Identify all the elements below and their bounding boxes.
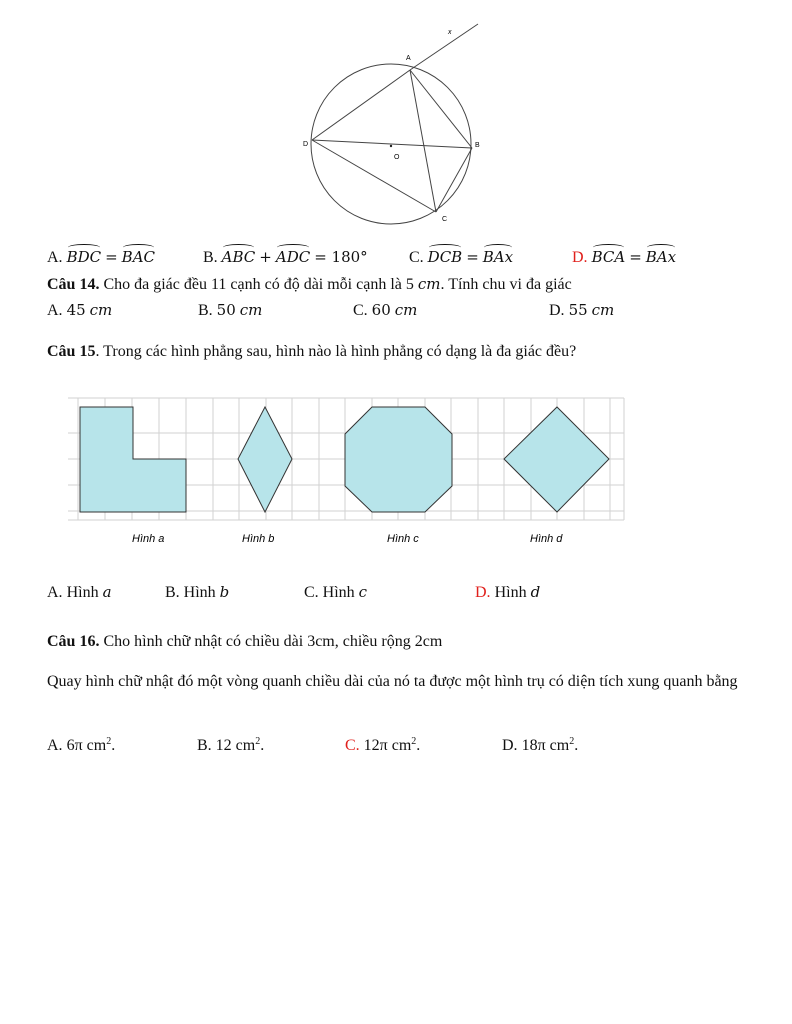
- question-text: Cho hình chữ nhật có chiều dài 3cm, chiều rộng 2cm: [103, 633, 443, 650]
- q14-question: [47, 274, 572, 295]
- label-A: A: [406, 55, 411, 62]
- angle-DCB: DCB: [427, 248, 463, 266]
- option-value: 18π cm: [521, 737, 570, 754]
- question-text: . Trong các hình phẳng sau, hình nào là hình phẳng có dạng là đa giác đều?: [95, 343, 577, 360]
- question-text: Cho đa giác đều 11 cạnh có độ dài mỗi cạnh là 5: [103, 276, 414, 293]
- angle-BAx: BAx: [482, 248, 514, 266]
- segment-DC: [312, 140, 436, 212]
- circle-figure: [300, 18, 500, 228]
- question-text-end: . Tính chu vi đa giác: [440, 276, 572, 293]
- unit: cm: [89, 301, 113, 319]
- q16-question: [47, 632, 442, 652]
- option-prefix: B.: [197, 737, 212, 754]
- option-prefix: D.: [549, 302, 565, 319]
- q13-option-d[interactable]: [572, 247, 676, 268]
- equals-180: = 180°: [314, 248, 368, 266]
- option-var: b: [219, 583, 230, 601]
- question-number: Câu 15: [47, 343, 96, 360]
- q15-option-d[interactable]: [475, 582, 540, 603]
- q13-option-a[interactable]: [47, 247, 155, 268]
- label-x: x: [448, 29, 452, 36]
- q16-option-d[interactable]: [502, 732, 578, 756]
- option-value: 60: [371, 301, 391, 319]
- option-value: 12π cm: [363, 737, 412, 754]
- q14-option-a[interactable]: [47, 300, 112, 321]
- option-prefix: C.: [304, 584, 319, 601]
- period: .: [574, 737, 579, 754]
- unit: cm: [417, 275, 441, 293]
- option-value: 12 cm: [215, 737, 256, 754]
- plus: +: [259, 248, 272, 266]
- option-prefix: A.: [47, 302, 63, 319]
- q15-option-c[interactable]: [304, 582, 367, 603]
- option-value: 6π cm: [66, 737, 107, 754]
- angle-BAx: BAx: [645, 248, 677, 266]
- equals: =: [466, 248, 479, 266]
- period: .: [416, 737, 421, 754]
- shape-d-square: [504, 407, 609, 512]
- label-C: C: [442, 216, 448, 223]
- tangent-ray: [410, 24, 478, 70]
- option-var: c: [358, 583, 368, 601]
- label-O: O: [394, 154, 400, 161]
- option-value: 45: [66, 301, 86, 319]
- q16-paragraph: Quay hình chữ nhật đó một vòng quanh chiều dài của nó ta được một hình trụ có diện tích xung quanh bằng: [47, 673, 738, 690]
- label-B: B: [475, 142, 480, 149]
- shapes-figure: [68, 396, 628, 552]
- option-prefix: B.: [203, 249, 218, 266]
- label-hinh-d: Hình d: [530, 533, 563, 545]
- q15-option-a[interactable]: [47, 582, 112, 603]
- exponent: 2: [411, 736, 417, 747]
- shape-b-rhombus: [238, 407, 292, 512]
- label-hinh-a: Hình a: [132, 533, 165, 545]
- shape-a-l-shape: [80, 407, 186, 512]
- angle-ABC: ABC: [221, 248, 256, 266]
- segment-AC: [410, 70, 436, 212]
- q14-option-c[interactable]: [353, 300, 417, 321]
- label-D: D: [303, 141, 309, 148]
- segment-AD: [312, 70, 410, 140]
- angle-BAC: BAC: [121, 248, 156, 266]
- option-prefix: C.: [353, 302, 368, 319]
- option-prefix: D.: [475, 584, 491, 601]
- angle-BCA: BCA: [591, 248, 626, 266]
- question-number: Câu 14.: [47, 276, 100, 293]
- option-prefix: D.: [502, 737, 518, 754]
- segment-BC: [436, 148, 472, 212]
- option-value: 50: [216, 301, 236, 319]
- exponent: 2: [569, 736, 575, 747]
- option-value: 55: [568, 301, 588, 319]
- option-prefix: B.: [198, 302, 213, 319]
- option-prefix: D.: [572, 249, 588, 266]
- equals: =: [105, 248, 118, 266]
- question-number: Câu 16.: [47, 633, 100, 650]
- segment-DB: [312, 140, 472, 148]
- label-hinh-c: Hình c: [387, 533, 419, 545]
- equals: =: [629, 248, 642, 266]
- option-prefix: C.: [409, 249, 424, 266]
- q16-option-c[interactable]: [345, 732, 420, 756]
- angle-BDC: BDC: [66, 248, 102, 266]
- option-prefix: A.: [47, 249, 63, 266]
- q15-question: [47, 342, 576, 362]
- option-prefix: A.: [47, 584, 63, 601]
- q14-option-d[interactable]: [549, 300, 614, 321]
- angle-ADC: ADC: [275, 248, 311, 266]
- q16-option-b[interactable]: [197, 732, 264, 756]
- period: .: [111, 737, 116, 754]
- period: .: [260, 737, 265, 754]
- option-text: Hình: [183, 584, 216, 601]
- option-text: Hình: [66, 584, 99, 601]
- q13-option-b[interactable]: [203, 247, 368, 268]
- option-var: a: [102, 583, 112, 601]
- option-var: d: [530, 583, 541, 601]
- exponent: 2: [106, 736, 112, 747]
- q13-option-c[interactable]: [409, 247, 513, 268]
- unit: cm: [394, 301, 418, 319]
- unit: cm: [591, 301, 615, 319]
- option-prefix: C.: [345, 737, 360, 754]
- shape-c-octagon: [345, 407, 452, 512]
- option-text: Hình: [494, 584, 527, 601]
- q16-option-a[interactable]: [47, 732, 115, 756]
- unit: cm: [239, 301, 263, 319]
- label-hinh-b: Hình b: [242, 533, 275, 545]
- option-prefix: B.: [165, 584, 180, 601]
- center-point: [390, 145, 392, 147]
- exponent: 2: [255, 736, 261, 747]
- option-text: Hình: [322, 584, 355, 601]
- option-prefix: A.: [47, 737, 63, 754]
- q15-option-b[interactable]: [165, 582, 229, 603]
- q14-option-b[interactable]: [198, 300, 262, 321]
